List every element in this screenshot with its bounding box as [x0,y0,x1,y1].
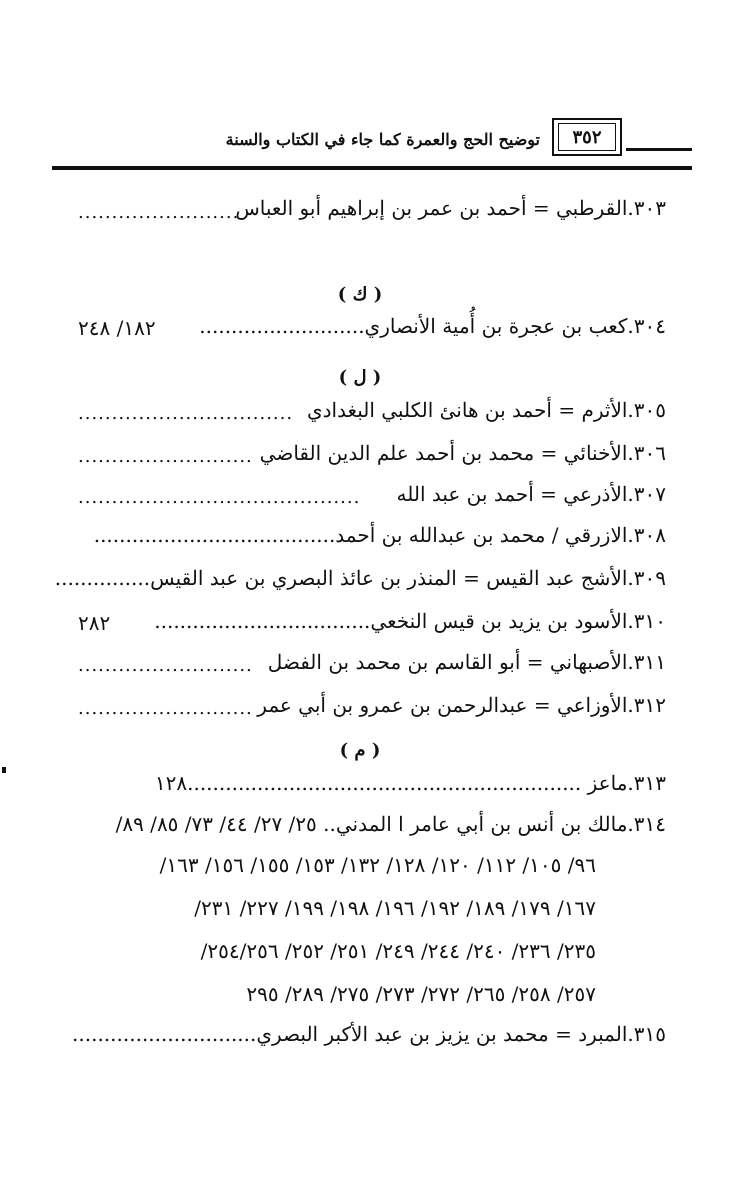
index-entry-314-cont-4: ٢٥٧/ ٢٥٨/ ٢٦٥/ ٢٧٢/ ٢٧٣/ ٢٧٥/ ٢٨٩/ ٢٩٥ [246,982,596,1006]
index-entry-307-dots: .......................................... [78,487,361,508]
index-entry-314: ٣١٤.مالك بن أنس بن أبي عامر ا المدني.. ٢٥/ ٢٧/ ٤٤/ ٧٣/ ٨٥/ ٨٩/ [115,812,666,836]
index-entry-314-cont-3: ٢٣٥/ ٢٣٦/ ٢٤٠/ ٢٤٤/ ٢٤٩/ ٢٥١/ ٢٥٢/ ٢٥٤/٢٥٦/ [200,939,596,963]
book-title: توضيح الحج والعمرة كما جاء في الكتاب والسنة [225,130,540,149]
index-entry-314-cont-1: ٩٦/ ١٠٥/ ١١٢/ ١٢٠/ ١٢٨/ ١٣٢/ ١٥٣/ ١٥٥/ ١٥٦/ ١٦٣/ [159,853,596,877]
index-entry-308: ٣٠٨.الازرقي / محمد بن عبدالله بن أحمد...................................... [93,523,666,547]
margin-mark [2,767,6,773]
index-entry-309: ٣٠٩.الأشج عبد القيس = المنذر بن عائذ البصري بن عبد القيس............... [54,566,666,590]
index-entry-312: ٣١٢.الأوزاعي = عبدالرحمن بن عمرو بن أبي عمر [257,693,666,717]
index-entry-312-dots: .......................... [78,698,253,719]
index-entry-303-dots: ........................ [78,202,240,223]
index-entry-311-dots: .......................... [78,655,253,676]
index-entry-305: ٣٠٥.الأثرم = أحمد بن هانئ الكلبي البغدادي [306,398,666,422]
index-entry-306: ٣٠٦.الأخنائي = محمد بن أحمد علم الدين القاضي [259,441,666,465]
index-entry-313: ٣١٣.ماعز ..............................................................١٢٨ [154,771,666,795]
section-heading-mim: ( م ) [339,740,381,761]
index-entry-305-dots: ................................ [78,403,294,424]
index-entry-310-pages: ٢٨٢ [78,611,111,635]
page-number: ٣٥٢ [558,123,616,151]
index-entry-311: ٣١١.الأصبهاني = أبو القاسم بن محمد بن الفضل [267,650,666,674]
index-entry-306-dots: .......................... [78,446,253,467]
section-heading-lam: ( ل ) [338,367,382,388]
index-entry-304-pages: ١٨٢/ ٢٤٨ [78,316,156,340]
index-entry-315: ٣١٥.المبرد = محمد بن يزيز بن عبد الأكبر البصري............................. [72,1022,666,1046]
section-heading-kaf: ( ك ) [337,284,383,305]
index-entry-307: ٣٠٧.الأذرعي = أحمد بن عبد الله [396,482,666,506]
index-entry-303: ٣٠٣.القرطبي = أحمد بن عمر بن إبراهيم أبو العباس [235,196,666,220]
index-entry-304: ٣٠٤.كعب بن عجرة بن أُمية الأنصاري.......................... [199,314,666,338]
index-entry-314-cont-2: ١٦٧/ ١٧٩/ ١٨٩/ ١٩٢/ ١٩٦/ ١٩٨/ ١٩٩/ ٢٢٧/ ٢٣١/ [194,896,596,920]
index-entry-310: ٣١٠.الأسود بن يزيد بن قيس النخعي.................................. [154,609,666,633]
